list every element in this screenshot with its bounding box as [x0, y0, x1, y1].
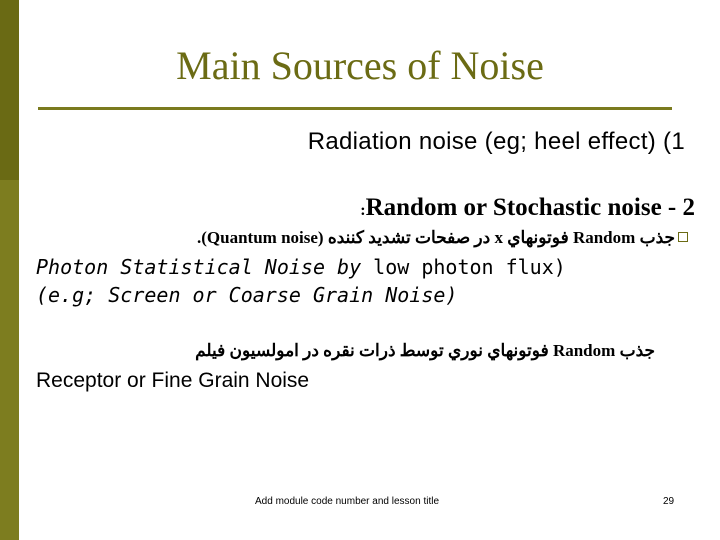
- slide-title: Main Sources of Noise: [176, 43, 544, 88]
- screen-coarse-grain-line: [36, 283, 457, 307]
- page-number: 29: [663, 496, 675, 507]
- film-emulsion-line: جذب Random فوتونهاي نوري توسط ذرات نقره در امولسيون فيلم: [195, 341, 655, 360]
- fine-grain-noise-line: Receptor or Fine Grain Noise: [36, 369, 310, 392]
- radiation-noise-line: Radiation noise (eg; heel effect) (1: [307, 128, 685, 155]
- footer-text: Add module code number and lesson title: [255, 496, 440, 507]
- heading-colon: :: [360, 202, 366, 219]
- sidebar-accent: [0, 0, 19, 180]
- random-noise-heading: [360, 194, 695, 222]
- quantum-noise-line: جذب Random فوتونهاي x در صفحات تشديد كننده (Quantum noise).: [197, 228, 675, 247]
- photon-statistical-noise-line: [36, 255, 566, 279]
- photon-statistical-italic: Photon Statistical Noise by: [36, 255, 362, 279]
- hollow-square-bullet-icon: [678, 232, 688, 242]
- heading-text: Random or Stochastic noise - 2: [365, 194, 695, 221]
- screen-coarse-grain-text: (e.g; Screen or Coarse Grain Noise): [36, 283, 458, 307]
- title-underline: [38, 107, 672, 110]
- photon-flux-text: low photon flux): [361, 255, 566, 279]
